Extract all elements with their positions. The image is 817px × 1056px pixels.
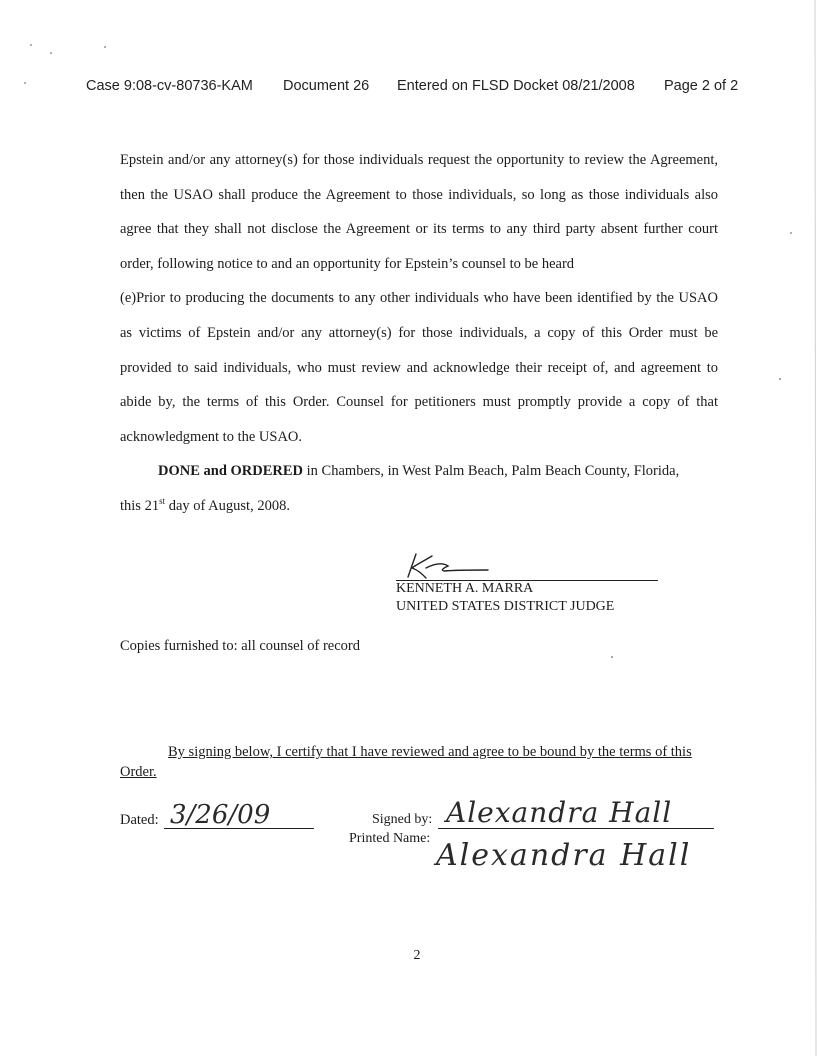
certification-line-2: Order.	[120, 764, 157, 780]
paragraph-e-label: (e)	[120, 290, 137, 307]
done-ordered-bold: DONE and ORDERED	[158, 463, 304, 480]
copies-furnished: Copies furnished to: all counsel of record	[120, 638, 360, 654]
scan-speck	[30, 44, 32, 46]
scan-speck	[104, 46, 106, 48]
signature: Alexandra Hall	[446, 796, 673, 829]
page-count: Page 2 of 2	[664, 78, 739, 94]
paragraph-e	[120, 281, 718, 454]
judge-signature	[404, 550, 494, 582]
scan-edge	[813, 0, 817, 1056]
printed-name-handwritten: Alexandra Hall	[436, 838, 692, 873]
paragraph-e-text: Prior to producing the documents to any other individuals who have been identified by the USAO as victims of Epstein and/or any attorney(s) for those individuals, a copy of this Order must be provided to said individuals, who must review and acknowledge their receipt of, and agreement to abide by, the terms of this Order. Counsel for petitioners must promptly provide a copy of that acknowledgment to the USAO.	[120, 290, 718, 445]
judge-name: KENNETH A. MARRA	[396, 581, 534, 596]
signed-by-label: Signed by:	[372, 812, 433, 827]
case-number: Case 9:08-cv-80736-KAM	[86, 78, 253, 94]
handwritten-date: 3/26/09	[170, 800, 271, 830]
scan-speck	[790, 232, 792, 234]
page-number: 2	[413, 948, 421, 963]
scan-speck	[24, 82, 26, 84]
scan-speck	[611, 656, 613, 658]
scan-speck	[50, 52, 52, 54]
date-ordinal: st	[159, 496, 166, 507]
order-body	[120, 143, 718, 524]
document-number: Document 26	[283, 78, 370, 94]
date-suffix: day of August, 2008.	[165, 497, 290, 514]
judge-title: UNITED STATES DISTRICT JUDGE	[396, 599, 615, 614]
paragraph-continued: Epstein and/or any attorney(s) for those individuals request the opportunity to review the Agreement, then the USAO shall produce the Agreement to those individuals, so long as those individuals also agree that they shall not disclose the Agreement or its terms to any third party absent further court order, following notice to and an opportunity for Epstein’s counsel to be heard	[120, 152, 718, 272]
docket-entry-date: Entered on FLSD Docket 08/21/2008	[397, 78, 635, 94]
certification-line-1: By signing below, I certify that I have reviewed and agree to be bound by the terms of this	[168, 744, 692, 760]
date-prefix: this 21	[120, 497, 160, 514]
printed-name-label: Printed Name:	[349, 831, 431, 846]
done-and-ordered	[120, 454, 718, 489]
judge-block	[396, 580, 614, 616]
scan-speck	[779, 378, 781, 380]
order-date	[120, 489, 718, 524]
dated-label: Dated:	[120, 812, 159, 828]
done-ordered-rest: in Chambers, in West Palm Beach, Palm Beach County, Florida,	[303, 463, 680, 480]
certification-statement	[120, 742, 718, 782]
